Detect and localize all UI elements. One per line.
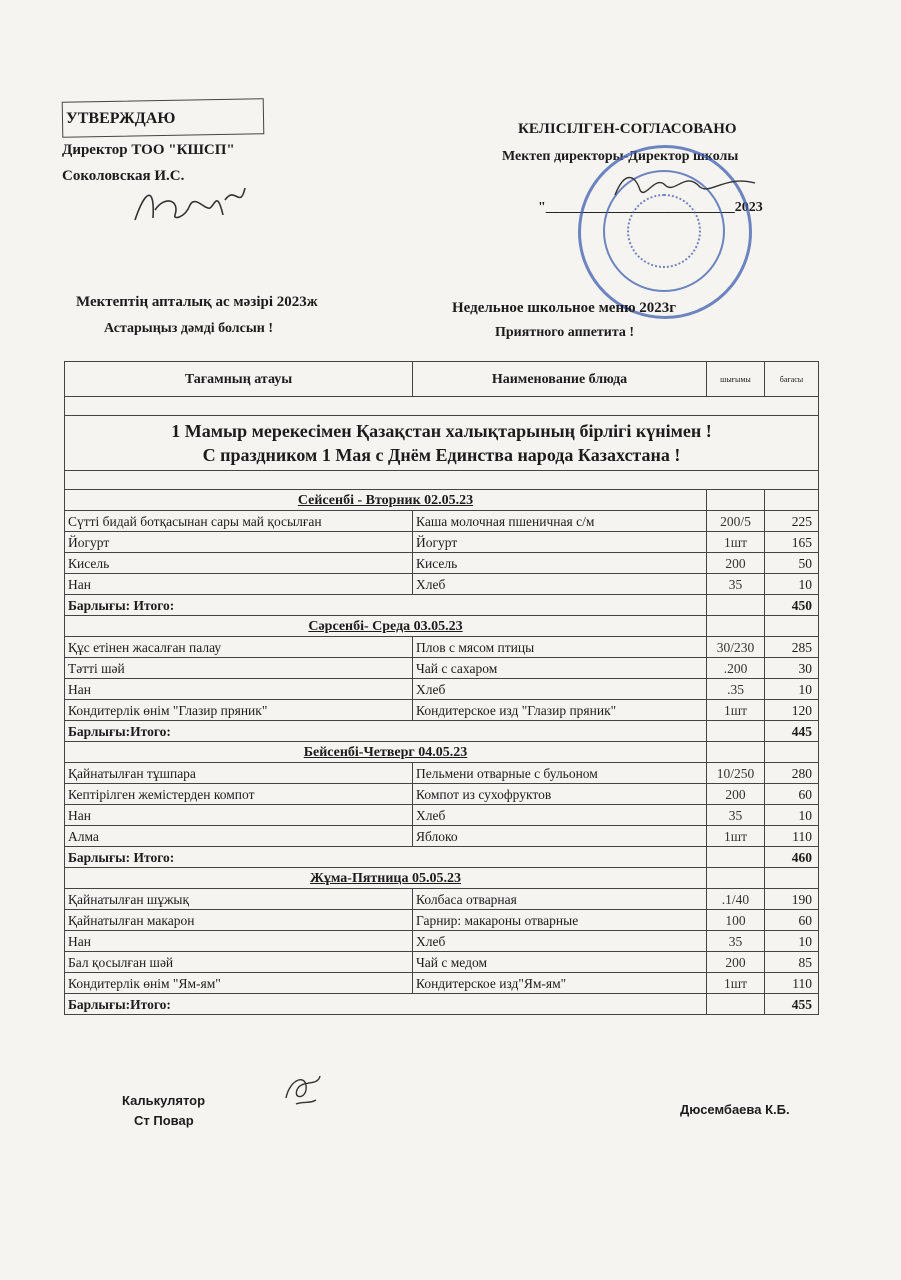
director-signature-icon [125, 180, 255, 230]
approve-label: УТВЕРЖДАЮ [66, 110, 176, 127]
menu-item-row [65, 637, 819, 658]
dish-weight: 1шт [707, 700, 765, 721]
dish-price: 60 [765, 784, 819, 805]
dish-price: 10 [765, 805, 819, 826]
dish-name-ru: Каша молочная пшеничная с/м [413, 511, 707, 532]
dish-weight: 10/250 [707, 763, 765, 784]
dish-name-ru: Колбаса отварная [413, 889, 707, 910]
dish-name-kz: Қайнатылған макарон [65, 910, 413, 931]
dish-name-kz: Нан [65, 805, 413, 826]
col-header-price: бағасы [765, 362, 819, 397]
menu-title-kz: Мектептің апталық ас мәзірі 2023ж [76, 294, 318, 310]
school-director-label: Мектеп директоры-Директор школы [502, 149, 739, 164]
footer-role-calculator: Калькулятор [122, 1093, 206, 1108]
wish-ru: Приятного аппетита ! [495, 325, 635, 340]
wish-kz: Астарыңыз дәмді болсын ! [104, 321, 274, 336]
footer-role-cook: Ст Повар [134, 1113, 194, 1128]
dish-name-kz: Қайнатылған шұжық [65, 889, 413, 910]
dish-name-ru: Хлеб [413, 574, 707, 595]
dish-weight: 1шт [707, 973, 765, 994]
day-title: Жұма-Пятница 05.05.23 [65, 868, 707, 889]
dish-weight: 35 [707, 805, 765, 826]
dish-name-kz: Тәтті шәй [65, 658, 413, 679]
dish-weight: 1шт [707, 532, 765, 553]
day-header-row [65, 616, 819, 637]
total-value: 450 [765, 595, 819, 616]
dish-price: 165 [765, 532, 819, 553]
dish-name-ru: Чай с сахаром [413, 658, 707, 679]
menu-item-row [65, 910, 819, 931]
dish-name-ru: Кондитерское изд"Ям-ям" [413, 973, 707, 994]
director-title: Директор ТОО "КШСП" [62, 142, 235, 158]
greeting-kz: 1 Мамыр мерекесімен Қазақстан халықтарының бірлігі күнімен ! [171, 421, 712, 441]
total-label: Барлығы: Итого: [65, 847, 707, 868]
dish-name-kz: Бал қосылған шәй [65, 952, 413, 973]
dish-price: 110 [765, 826, 819, 847]
dish-weight: 100 [707, 910, 765, 931]
menu-item-row [65, 784, 819, 805]
menu-item-row [65, 931, 819, 952]
dish-price: 60 [765, 910, 819, 931]
total-value: 445 [765, 721, 819, 742]
day-title: Сәрсенбі- Среда 03.05.23 [65, 616, 707, 637]
dish-name-ru: Яблоко [413, 826, 707, 847]
dish-weight: 1шт [707, 826, 765, 847]
dish-weight: 200 [707, 553, 765, 574]
menu-item-row [65, 679, 819, 700]
dish-name-ru: Чай с медом [413, 952, 707, 973]
dish-price: 10 [765, 679, 819, 700]
dish-weight: 35 [707, 931, 765, 952]
day-title: Сейсенбі - Вторник 02.05.23 [65, 490, 707, 511]
menu-item-row [65, 763, 819, 784]
dish-name-ru: Хлеб [413, 805, 707, 826]
total-label: Барлығы:Итого: [65, 721, 707, 742]
col-header-weight: шығымы [707, 362, 765, 397]
dish-name-ru: Хлеб [413, 679, 707, 700]
dish-price: 110 [765, 973, 819, 994]
menu-item-row [65, 973, 819, 994]
total-value: 460 [765, 847, 819, 868]
dish-name-kz: Алма [65, 826, 413, 847]
dish-name-ru: Йогурт [413, 532, 707, 553]
footer-name: Дюсембаева К.Б. [680, 1102, 790, 1117]
dish-name-ru: Пельмени отварные с бульоном [413, 763, 707, 784]
dish-price: 285 [765, 637, 819, 658]
table-header-row [65, 362, 819, 397]
dish-name-kz: Құс етінен жасалған палау [65, 637, 413, 658]
dish-name-kz: Нан [65, 679, 413, 700]
dish-name-kz: Нан [65, 931, 413, 952]
dish-name-ru: Кисель [413, 553, 707, 574]
menu-item-row [65, 574, 819, 595]
day-header-row [65, 868, 819, 889]
dish-name-ru: Кондитерское изд "Глазир пряник" [413, 700, 707, 721]
dish-price: 225 [765, 511, 819, 532]
dish-weight: 30/230 [707, 637, 765, 658]
menu-item-row [65, 805, 819, 826]
day-title: Бейсенбі-Четверг 04.05.23 [65, 742, 707, 763]
dish-price: 10 [765, 931, 819, 952]
dish-name-kz: Йогурт [65, 532, 413, 553]
agreed-label: КЕЛІСІЛГЕН-СОГЛАСОВАНО [518, 121, 737, 137]
dish-name-kz: Нан [65, 574, 413, 595]
dish-price: 85 [765, 952, 819, 973]
dish-name-kz: Сүтті бидай ботқасынан сары май қосылған [65, 511, 413, 532]
menu-item-row [65, 826, 819, 847]
day-total-row [65, 994, 819, 1015]
dish-weight: .35 [707, 679, 765, 700]
dish-name-ru: Компот из сухофруктов [413, 784, 707, 805]
menu-item-row [65, 532, 819, 553]
greeting-ru: С праздником 1 Мая с Днём Единства народа Казахстана ! [202, 445, 681, 465]
total-label: Барлығы: Итого: [65, 595, 707, 616]
total-value: 455 [765, 994, 819, 1015]
dish-weight: 200/5 [707, 511, 765, 532]
menu-item-row [65, 889, 819, 910]
dish-price: 120 [765, 700, 819, 721]
day-total-row [65, 595, 819, 616]
approval-date-line: "___________________________2023 [538, 200, 763, 215]
col-header-ru: Наименование блюда [413, 362, 707, 397]
dish-weight: 35 [707, 574, 765, 595]
menu-item-row [65, 511, 819, 532]
dish-price: 30 [765, 658, 819, 679]
dish-price: 280 [765, 763, 819, 784]
dish-name-kz: Кептірілген жемістерден компот [65, 784, 413, 805]
dish-name-kz: Кондитерлік өнім "Ям-ям" [65, 973, 413, 994]
dish-name-ru: Гарнир: макароны отварные [413, 910, 707, 931]
menu-item-row [65, 700, 819, 721]
school-director-signature-icon [610, 165, 760, 205]
total-label: Барлығы:Итого: [65, 994, 707, 1015]
dish-name-kz: Қайнатылған тұшпара [65, 763, 413, 784]
col-header-kz: Тағамның атауы [65, 362, 413, 397]
dish-weight: 200 [707, 784, 765, 805]
dish-weight: .1/40 [707, 889, 765, 910]
blank-row [65, 397, 819, 416]
greeting-row [65, 416, 819, 471]
dish-name-kz: Кондитерлік өнім "Глазир пряник" [65, 700, 413, 721]
dish-name-ru: Плов с мясом птицы [413, 637, 707, 658]
cook-signature-icon [278, 1068, 328, 1110]
menu-item-row [65, 553, 819, 574]
dish-weight: .200 [707, 658, 765, 679]
menu-title-ru: Недельное школьное меню 2023г [452, 300, 677, 316]
dish-name-ru: Хлеб [413, 931, 707, 952]
menu-item-row [65, 658, 819, 679]
dish-weight: 200 [707, 952, 765, 973]
day-header-row [65, 490, 819, 511]
day-header-row [65, 742, 819, 763]
dish-name-kz: Кисель [65, 553, 413, 574]
menu-table [64, 361, 819, 1015]
blank-row [65, 471, 819, 490]
dish-price: 50 [765, 553, 819, 574]
director-name: Соколовская И.С. [62, 168, 185, 184]
day-total-row [65, 847, 819, 868]
day-total-row [65, 721, 819, 742]
dish-price: 190 [765, 889, 819, 910]
menu-item-row [65, 952, 819, 973]
dish-price: 10 [765, 574, 819, 595]
